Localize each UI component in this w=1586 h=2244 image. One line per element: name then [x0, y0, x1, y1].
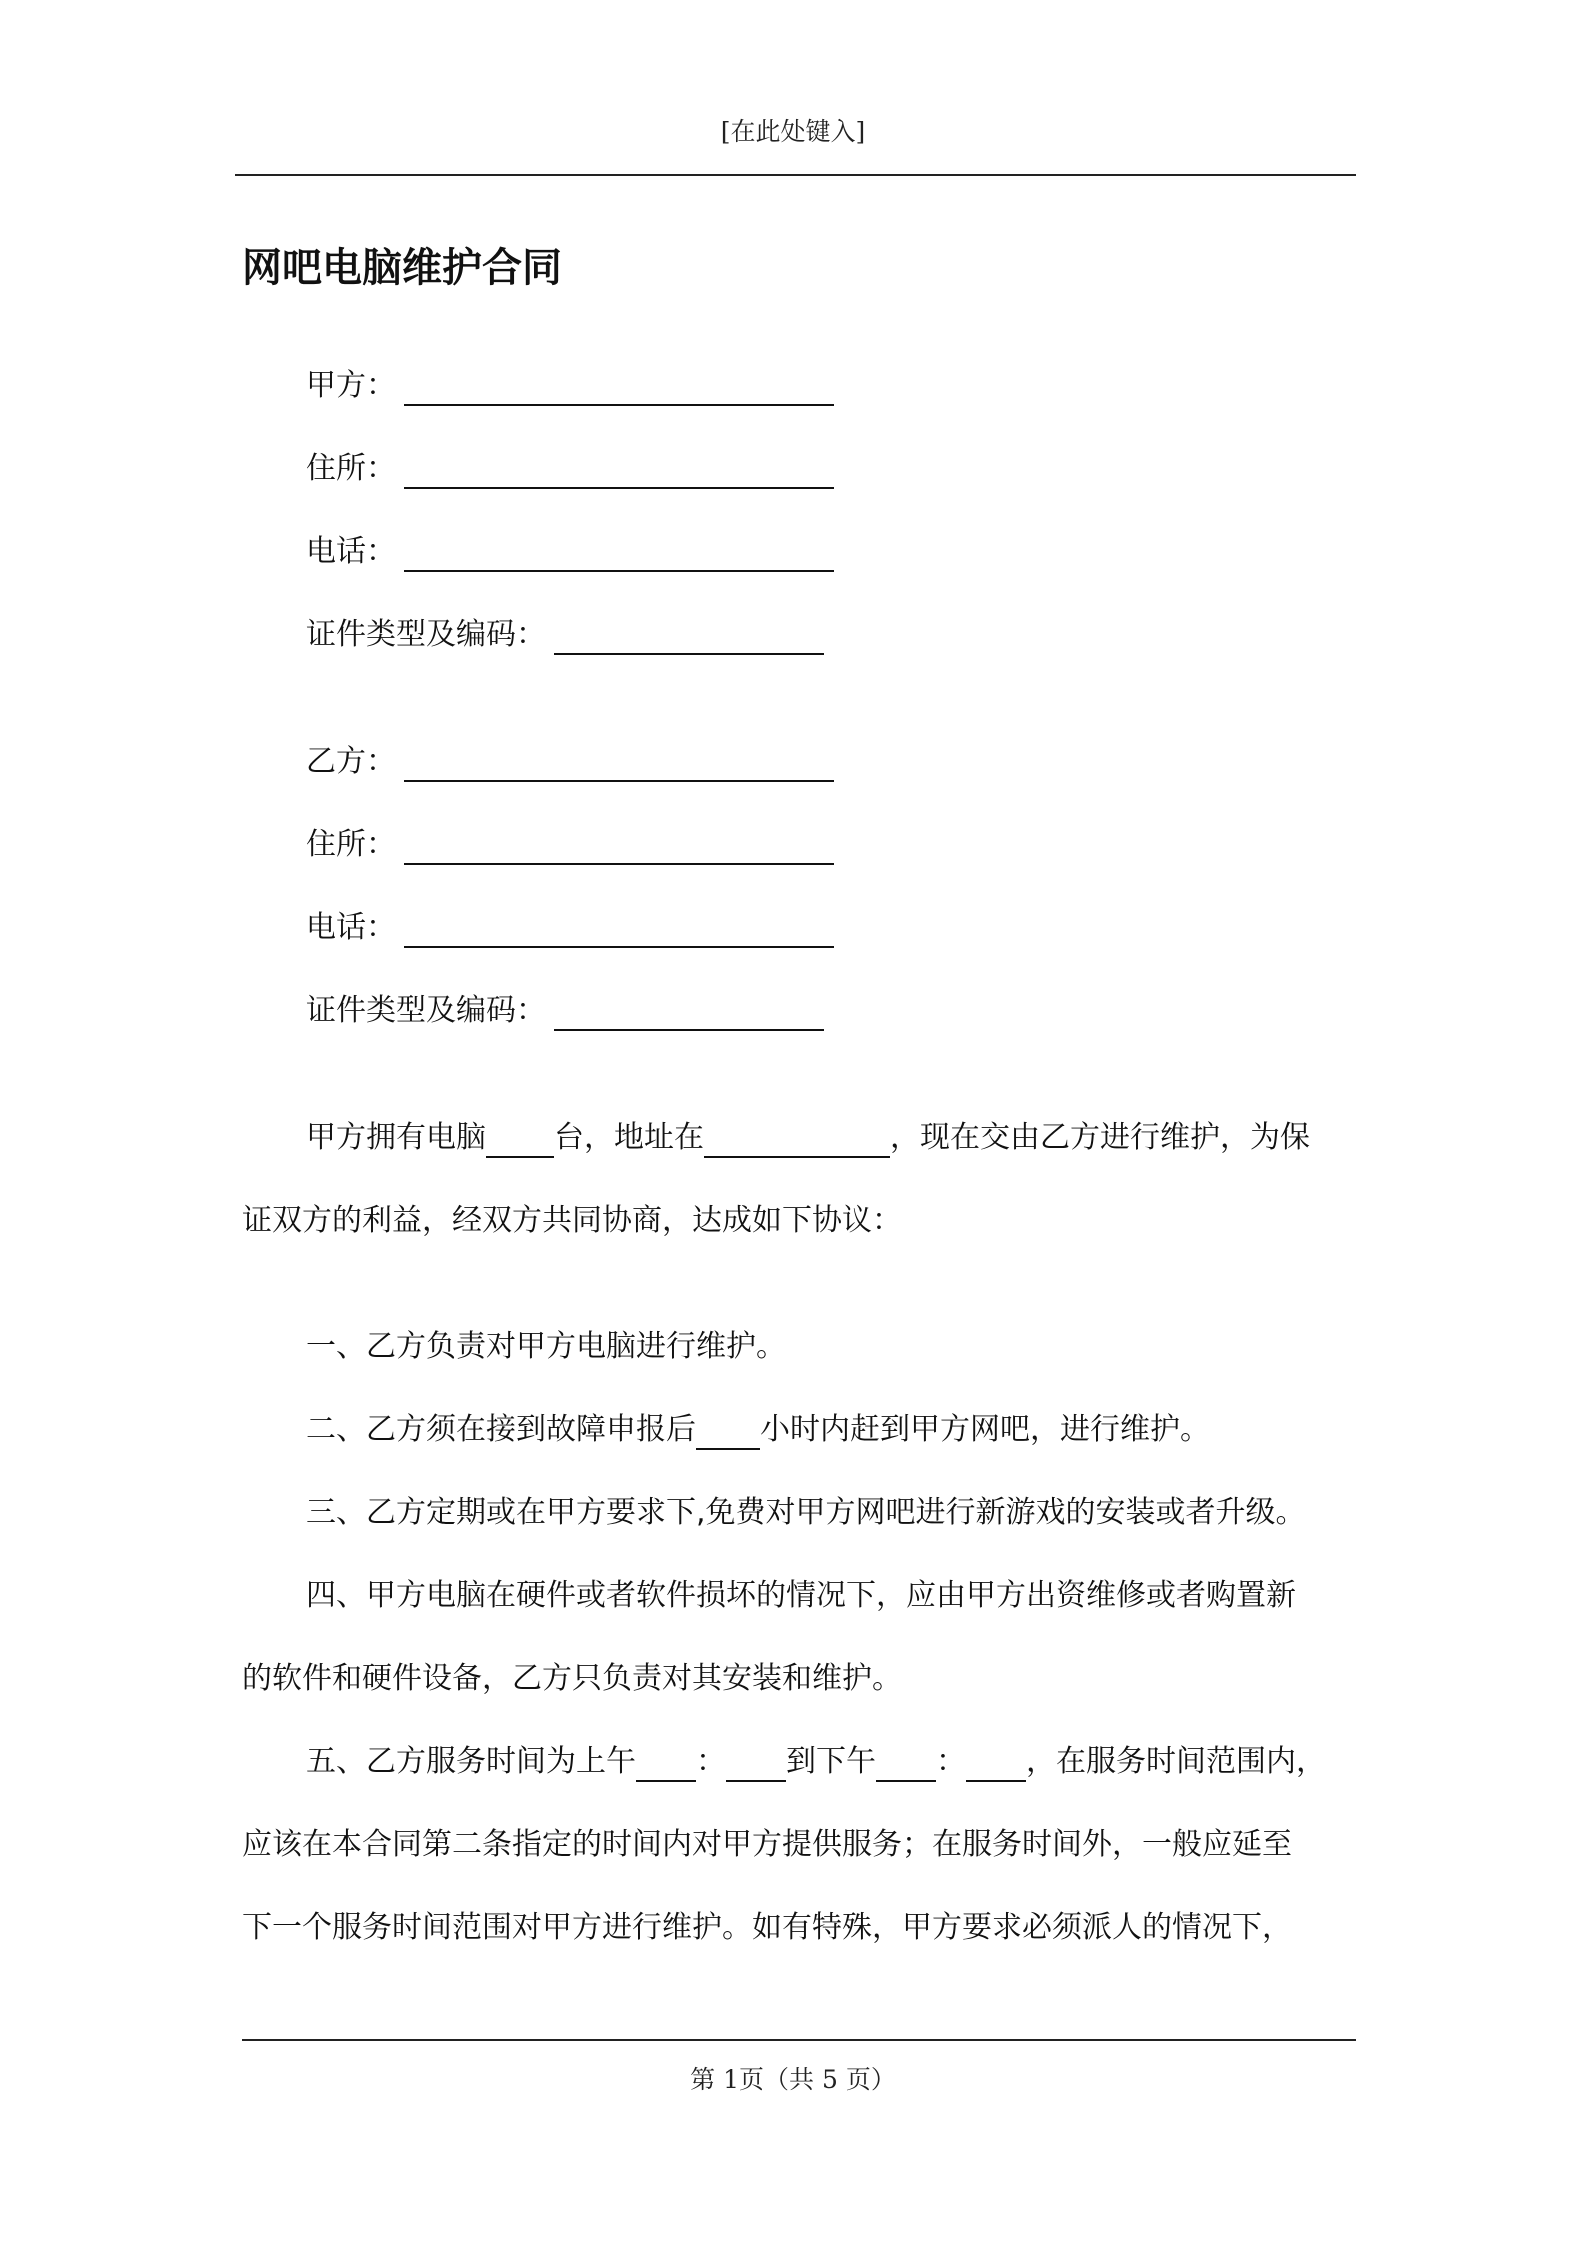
response-hours-blank[interactable]	[696, 1416, 760, 1450]
clause-5-text-4: 应该在本合同第二条指定的时间内对甲方提供服务；在服务时间外，一般应延至	[242, 1827, 1292, 1862]
party-b-address-field	[306, 825, 834, 865]
clause-5-colon-2: ：	[936, 1744, 966, 1779]
clause-4-text-2: 的软件和硬件设备，乙方只负责对其安装和维护。	[242, 1661, 902, 1696]
intro-line-2	[242, 1201, 1356, 1241]
clause-2-text-1: 二、乙方须在接到故障申报后	[306, 1412, 696, 1447]
party-b-phone-label: 电话：	[306, 910, 396, 945]
am-minute-blank[interactable]	[726, 1748, 786, 1782]
party-a-address-blank[interactable]	[404, 451, 834, 489]
clause-1	[242, 1327, 1356, 1367]
clause-5-text-5: 下一个服务时间范围对甲方进行维护。如有特殊，甲方要求必须派人的情况下，	[242, 1910, 1292, 1945]
party-a-address-field	[306, 449, 834, 489]
party-b-name-field	[306, 742, 834, 782]
clause-5-line-2	[242, 1825, 1356, 1865]
clause-5-text-2: 到下午	[786, 1744, 876, 1779]
party-a-id-field	[306, 615, 824, 655]
intro-line-1	[242, 1118, 1356, 1158]
am-hour-blank[interactable]	[636, 1748, 696, 1782]
party-a-id-blank[interactable]	[554, 617, 824, 655]
page-header: [在此处键入]	[720, 117, 866, 146]
clause-5-text-1: 五、乙方服务时间为上午	[306, 1744, 636, 1779]
party-a-name-blank[interactable]	[404, 368, 834, 406]
clause-4-line-2	[242, 1659, 1356, 1699]
clause-5-line-1	[242, 1742, 1356, 1782]
party-a-phone-field	[306, 532, 834, 572]
party-b-id-label: 证件类型及编码：	[306, 993, 546, 1028]
address-blank[interactable]	[704, 1124, 890, 1158]
party-a-name-label: 甲方：	[306, 368, 396, 403]
clause-4-line-1	[242, 1576, 1356, 1616]
clause-1-text: 一、乙方负责对甲方电脑进行维护。	[306, 1329, 786, 1364]
party-b-phone-field	[306, 908, 834, 948]
clause-5-colon-1: ：	[696, 1744, 726, 1779]
party-a-name-field	[306, 366, 834, 406]
intro-text-1: 甲方拥有电脑	[306, 1120, 486, 1155]
page-footer: 第 1页（共 5 页）	[690, 2065, 896, 2094]
party-b-name-blank[interactable]	[404, 744, 834, 782]
party-b-id-field	[306, 991, 824, 1031]
clause-3-text: 三、乙方定期或在甲方要求下,免费对甲方网吧进行新游戏的安装或者升级。	[306, 1495, 1306, 1530]
party-b-id-blank[interactable]	[554, 993, 824, 1031]
footer-divider	[242, 2039, 1356, 2041]
party-a-phone-label: 电话：	[306, 534, 396, 569]
pm-minute-blank[interactable]	[966, 1748, 1026, 1782]
header-divider	[235, 174, 1356, 176]
party-b-name-label: 乙方：	[306, 744, 396, 779]
intro-text-2: 台，地址在	[554, 1120, 704, 1155]
clause-4-text-1: 四、甲方电脑在硬件或者软件损坏的情况下，应由甲方出资维修或者购置新	[306, 1578, 1296, 1613]
party-a-address-label: 住所：	[306, 451, 396, 486]
clause-3	[242, 1493, 1356, 1533]
party-a-phone-blank[interactable]	[404, 534, 834, 572]
intro-text-3: ，现在交由乙方进行维护，为保	[890, 1120, 1310, 1155]
intro-text-4: 证双方的利益，经双方共同协商，达成如下协议：	[242, 1203, 902, 1238]
party-a-id-label: 证件类型及编码：	[306, 617, 546, 652]
party-b-address-label: 住所：	[306, 827, 396, 862]
party-b-address-blank[interactable]	[404, 827, 834, 865]
party-b-phone-blank[interactable]	[404, 910, 834, 948]
document-title: 网吧电脑维护合同	[242, 245, 562, 291]
clause-5-line-3	[242, 1908, 1356, 1948]
pm-hour-blank[interactable]	[876, 1748, 936, 1782]
computer-count-blank[interactable]	[486, 1124, 554, 1158]
clause-5-text-3: ，在服务时间范围内，	[1026, 1744, 1326, 1779]
clause-2-text-2: 小时内赶到甲方网吧，进行维护。	[760, 1412, 1210, 1447]
clause-2	[242, 1410, 1356, 1450]
